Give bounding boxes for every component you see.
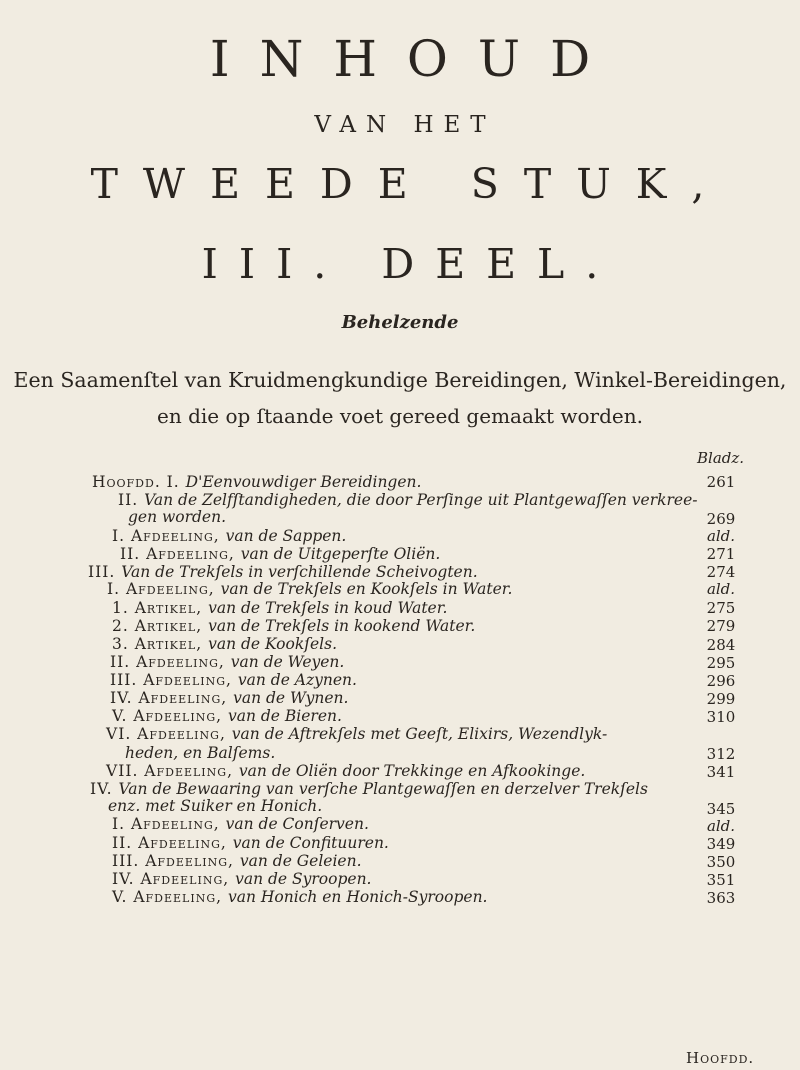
toc-entry-title: van de Trekſels in kookend Water. bbox=[208, 617, 476, 635]
toc-entry-number: V. bbox=[112, 888, 134, 906]
toc-entry-title: van de Trekſels en Kookſels in Water. bbox=[220, 580, 513, 598]
toc-entry-title: enz. met Suiker en Honich. bbox=[108, 797, 323, 815]
toc-entry-section-label: Afdeeling, bbox=[140, 870, 236, 888]
toc-entry-number: I. bbox=[112, 815, 131, 833]
toc-entry bbox=[112, 707, 342, 725]
toc-entry-number: II. bbox=[112, 834, 139, 852]
toc-entry-page: 341 bbox=[706, 763, 736, 781]
toc-entry bbox=[112, 599, 447, 617]
toc-entry-number: III. bbox=[88, 563, 122, 581]
description-line-1: Een Saamenſtel van Kruidmengkundige Bereidingen, Winkel-Bereidingen, bbox=[13, 368, 787, 392]
toc-entry-section-label: Afdeeling, bbox=[130, 527, 226, 545]
toc-entry-page: 279 bbox=[706, 617, 736, 635]
toc-entry-section-label: Afdeeling, bbox=[125, 580, 221, 598]
toc-entry-page: 299 bbox=[706, 690, 736, 708]
toc-entry-number: I. bbox=[107, 580, 126, 598]
toc-entry bbox=[125, 744, 275, 762]
toc-entry-section-label: Afdeeling, bbox=[138, 689, 234, 707]
toc-entry-number: II. bbox=[120, 545, 147, 563]
toc-entry bbox=[92, 473, 421, 491]
title-inhoud: INHOUD bbox=[209, 30, 621, 88]
toc-entry-title: van de Bieren. bbox=[227, 707, 342, 725]
toc-entry-section-label: Artikel, bbox=[134, 635, 209, 653]
toc-entry-title: van de Azynen. bbox=[237, 671, 357, 689]
toc-entry-number: 1. bbox=[112, 599, 135, 617]
toc-entry bbox=[112, 834, 389, 852]
toc-entry-number: II. bbox=[110, 653, 137, 671]
toc-entry bbox=[112, 527, 346, 545]
toc-entry bbox=[112, 852, 362, 870]
toc-entry-title: van de Confituuren. bbox=[232, 834, 389, 852]
title-van-het: VAN HET bbox=[314, 112, 496, 138]
toc-entry-page: 275 bbox=[706, 599, 736, 617]
toc-entry-page: 269 bbox=[706, 510, 736, 528]
toc-entry-section-label: Afdeeling, bbox=[137, 725, 232, 743]
toc-entry-section-label: Afdeeling, bbox=[146, 545, 241, 563]
toc-entry-page: 295 bbox=[706, 654, 736, 672]
toc-entry-section-label: Afdeeling, bbox=[145, 852, 240, 870]
toc-entry bbox=[112, 870, 371, 888]
toc-entry-number: III. bbox=[110, 671, 144, 689]
toc-entry-page: 310 bbox=[706, 708, 736, 726]
toc-entry-title: van de Oliën door Trekkinge en Afkookinge. bbox=[238, 762, 586, 780]
toc-entry-page: 261 bbox=[706, 473, 736, 491]
toc-entry bbox=[106, 725, 607, 743]
toc-entry-page: 274 bbox=[706, 563, 736, 581]
toc-entry-page: ald. bbox=[706, 580, 736, 598]
title-tweede-stuk: TWEEDE STUK, bbox=[90, 160, 730, 208]
toc-entry-page: 363 bbox=[706, 889, 736, 907]
toc-entry-title: Van de Zelfſtandigheden, die door Perſinge uit Plantgewaſſen verkree- bbox=[144, 491, 698, 509]
toc-entry-section-label: Afdeeling, bbox=[138, 834, 233, 852]
toc-entry-title: gen worden. bbox=[128, 508, 227, 526]
toc-entry-number: VI. bbox=[106, 725, 138, 743]
toc-entry-page: ald. bbox=[706, 527, 736, 545]
toc-entry bbox=[112, 635, 337, 653]
toc-entry bbox=[128, 508, 226, 526]
toc-entry-number: V. bbox=[112, 707, 134, 725]
toc-entry bbox=[118, 491, 698, 509]
toc-entry-number: 3. bbox=[112, 635, 135, 653]
toc-entry bbox=[110, 671, 357, 689]
toc-entry-number: IV. bbox=[90, 780, 119, 798]
toc-entry-title: van Honich en Honich-Syroopen. bbox=[227, 888, 488, 906]
toc-entry-section-label: Afdeeling, bbox=[133, 707, 228, 725]
toc-entry-title: van de Geleien. bbox=[239, 852, 362, 870]
toc-entry bbox=[112, 617, 475, 635]
toc-entry bbox=[106, 762, 585, 780]
toc-entry bbox=[107, 580, 512, 598]
toc-entry-page: 284 bbox=[706, 636, 736, 654]
toc-entry-page: 271 bbox=[706, 545, 736, 563]
toc-entry-number: II. bbox=[118, 491, 145, 509]
toc-entry-title: van de Conſerven. bbox=[225, 815, 369, 833]
toc-entry-page: 312 bbox=[706, 745, 736, 763]
toc-entry-title: D'Eenvouwdiger Bereidingen. bbox=[185, 473, 422, 491]
toc-entry-section-label: Artikel, bbox=[134, 617, 209, 635]
bladz-header: Bladz. bbox=[697, 449, 745, 467]
toc-entry-page: 349 bbox=[706, 835, 736, 853]
toc-entry-number: 2. bbox=[112, 617, 135, 635]
toc-entry-title: van de Wynen. bbox=[233, 689, 349, 707]
toc-entry-section-label: Afdeeling, bbox=[144, 762, 239, 780]
toc-entry-page: 345 bbox=[706, 800, 736, 818]
toc-entry-page: 351 bbox=[706, 871, 736, 889]
toc-entry bbox=[120, 545, 440, 563]
toc-entry bbox=[88, 563, 478, 581]
toc-entry-section-label: Afdeeling, bbox=[130, 815, 226, 833]
toc-entry-number: Hoofdd. I. bbox=[92, 473, 186, 491]
toc-entry bbox=[108, 797, 322, 815]
toc-entry-title: Van de Bewaaring van verſche Plantgewaſſen en derzelver Trekſels bbox=[118, 780, 648, 798]
description-line-2: en die op ſtaande voet gereed gemaakt worden. bbox=[157, 404, 643, 428]
toc-entry-title: Van de Trekſels in verſchillende Scheivogten. bbox=[121, 563, 478, 581]
toc-entry-title: van de Syroopen. bbox=[235, 870, 372, 888]
toc-entry-number: VII. bbox=[106, 762, 145, 780]
catchword: Hoofdd. bbox=[686, 1049, 755, 1067]
toc-entry bbox=[112, 888, 487, 906]
toc-entry-number: III. bbox=[112, 852, 146, 870]
behelzende-label: Behelzende bbox=[341, 312, 459, 333]
toc-entry-page: ald. bbox=[706, 817, 736, 835]
toc-entry-section-label: Afdeeling, bbox=[136, 653, 231, 671]
title-iii-deel: III. DEEL. bbox=[201, 240, 620, 288]
toc-entry-title: van de Kookſels. bbox=[208, 635, 337, 653]
toc-entry bbox=[110, 689, 348, 707]
toc-entry-page: 296 bbox=[706, 672, 736, 690]
toc-entry-title: heden, en Balſems. bbox=[125, 744, 276, 762]
toc-entry-title: van de Aftrekſels met Geeſt, Elixirs, Wezendlyk- bbox=[231, 725, 608, 743]
toc-entry bbox=[110, 653, 344, 671]
toc-entry-section-label: Artikel, bbox=[134, 599, 209, 617]
toc-entry bbox=[112, 815, 369, 833]
toc-entry-number: I. bbox=[112, 527, 131, 545]
toc-entry-section-label: Afdeeling, bbox=[143, 671, 238, 689]
toc-entry-title: van de Sappen. bbox=[225, 527, 347, 545]
toc-entry-number: IV. bbox=[110, 689, 139, 707]
toc-entry-section-label: Afdeeling, bbox=[133, 888, 228, 906]
toc-entry-title: van de Trekſels in koud Water. bbox=[208, 599, 448, 617]
toc-entry-title: van de Uitgeperſte Oliën. bbox=[240, 545, 441, 563]
toc-entry-title: van de Weyen. bbox=[230, 653, 345, 671]
toc-entry-page: 350 bbox=[706, 853, 736, 871]
toc-entry bbox=[90, 780, 648, 798]
toc-entry-number: IV. bbox=[112, 870, 141, 888]
